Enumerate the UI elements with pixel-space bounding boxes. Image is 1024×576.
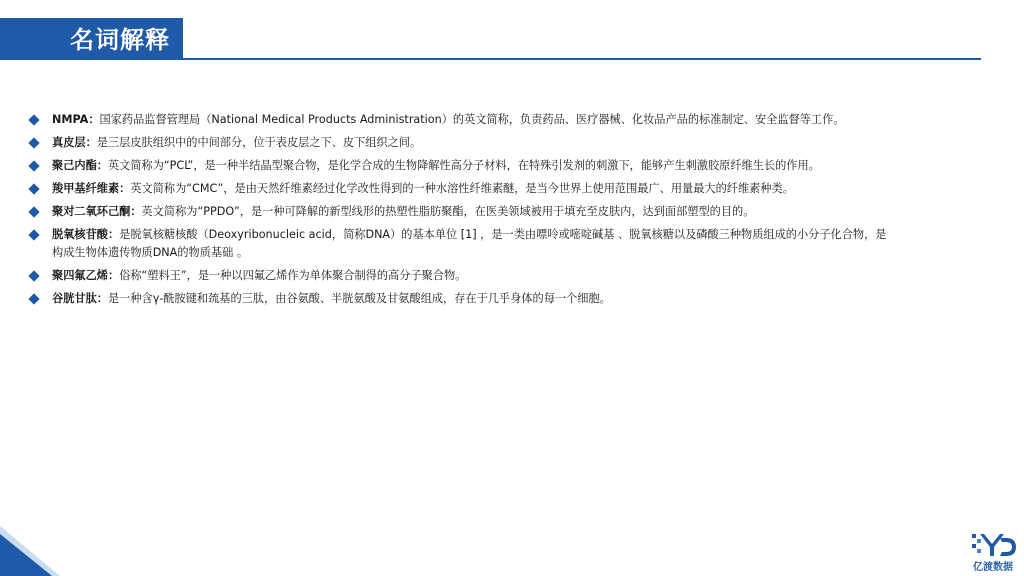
diamond-bullet-icon xyxy=(28,293,39,304)
item-definition: 是一种含γ-酰胺键和巯基的三肽，由谷氨酸、半胱氨酸及甘氨酸组成，存在于几乎身体的每一个细胞。 xyxy=(107,292,611,305)
item-term: NMPA： xyxy=(52,113,100,126)
corner-decoration xyxy=(0,534,52,576)
list-item xyxy=(30,134,1002,152)
item-line xyxy=(52,134,1002,152)
list-item xyxy=(30,290,1002,308)
item-line xyxy=(52,111,1002,129)
list-item xyxy=(30,111,1002,129)
diamond-bullet-icon xyxy=(28,137,39,148)
item-line-continued: 构成生物体遗传物质DNA的物质基础 。 xyxy=(52,246,249,259)
item-term: 脱氧核苷酸： xyxy=(52,228,120,241)
item-term: 谷胱甘肽： xyxy=(52,292,108,305)
item-line xyxy=(52,226,1002,244)
list-item xyxy=(30,180,1002,198)
item-definition: 是脱氧核糖核酸（Deoxyribonucleic acid，简称DNA）的基本单位 [1] ，是一类由嘌呤或嘧啶碱基 、脱氧核糖以及磷酸三种物质组成的小分子化合物，是 xyxy=(119,228,887,241)
title-underline xyxy=(183,58,981,60)
item-line xyxy=(52,180,1002,198)
diamond-bullet-icon xyxy=(28,206,39,217)
item-term: 真皮层： xyxy=(52,136,97,149)
item-definition: 俗称“塑料王”，是一种以四氟乙烯作为单体聚合制得的高分子聚合物。 xyxy=(119,269,467,282)
diamond-bullet-icon xyxy=(28,270,39,281)
list-item xyxy=(30,267,1002,285)
item-line xyxy=(52,267,1002,285)
diamond-bullet-icon xyxy=(28,160,39,171)
item-definition: 英文简称为“CMC”，是由天然纤维素经过化学改性得到的一种水溶性纤维素醚，是当今世界上使用范围最广、用量最大的纤维素种类。 xyxy=(130,182,794,195)
diamond-bullet-icon xyxy=(28,229,39,240)
item-term: 羧甲基纤维素： xyxy=(52,182,131,195)
logo-mark-icon xyxy=(966,530,1020,560)
item-definition: 英文简称为“PCL”，是一种半结晶型聚合物，是化学合成的生物降解性高分子材料，在特殊引发剂的刺激下，能够产生刺激胶原纤维生长的作用。 xyxy=(107,159,820,172)
item-term: 聚四氟乙烯： xyxy=(52,269,120,282)
item-line xyxy=(52,290,1002,308)
list-item xyxy=(30,157,1002,175)
company-logo xyxy=(966,530,1020,574)
item-definition: 国家药品监督管理局（National Medical Products Administration）的英文简称，负责药品、医疗器械、化妆品产品的标准制定、安全监督等工作。 xyxy=(99,113,845,126)
diamond-bullet-icon xyxy=(28,114,39,125)
list-item xyxy=(30,203,1002,221)
item-term: 聚对二氧环己酮： xyxy=(52,205,142,218)
logo-text: 亿渡数据 xyxy=(973,562,1013,573)
diamond-bullet-icon xyxy=(28,183,39,194)
item-term: 聚己内酯： xyxy=(52,159,108,172)
glossary-list xyxy=(30,111,1002,313)
item-line xyxy=(52,203,1002,221)
page-title: 名词解释 xyxy=(70,26,170,54)
item-definition: 英文简称为“PPDO”，是一种可降解的新型线形的热塑性脂肪聚酯，在医美领域被用于填充至皮肤内，达到面部塑型的目的。 xyxy=(141,205,755,218)
list-item xyxy=(30,226,1002,262)
item-definition: 是三层皮肤组织中的中间部分，位于表皮层之下、皮下组织之间。 xyxy=(96,136,422,149)
item-line xyxy=(52,157,1002,175)
